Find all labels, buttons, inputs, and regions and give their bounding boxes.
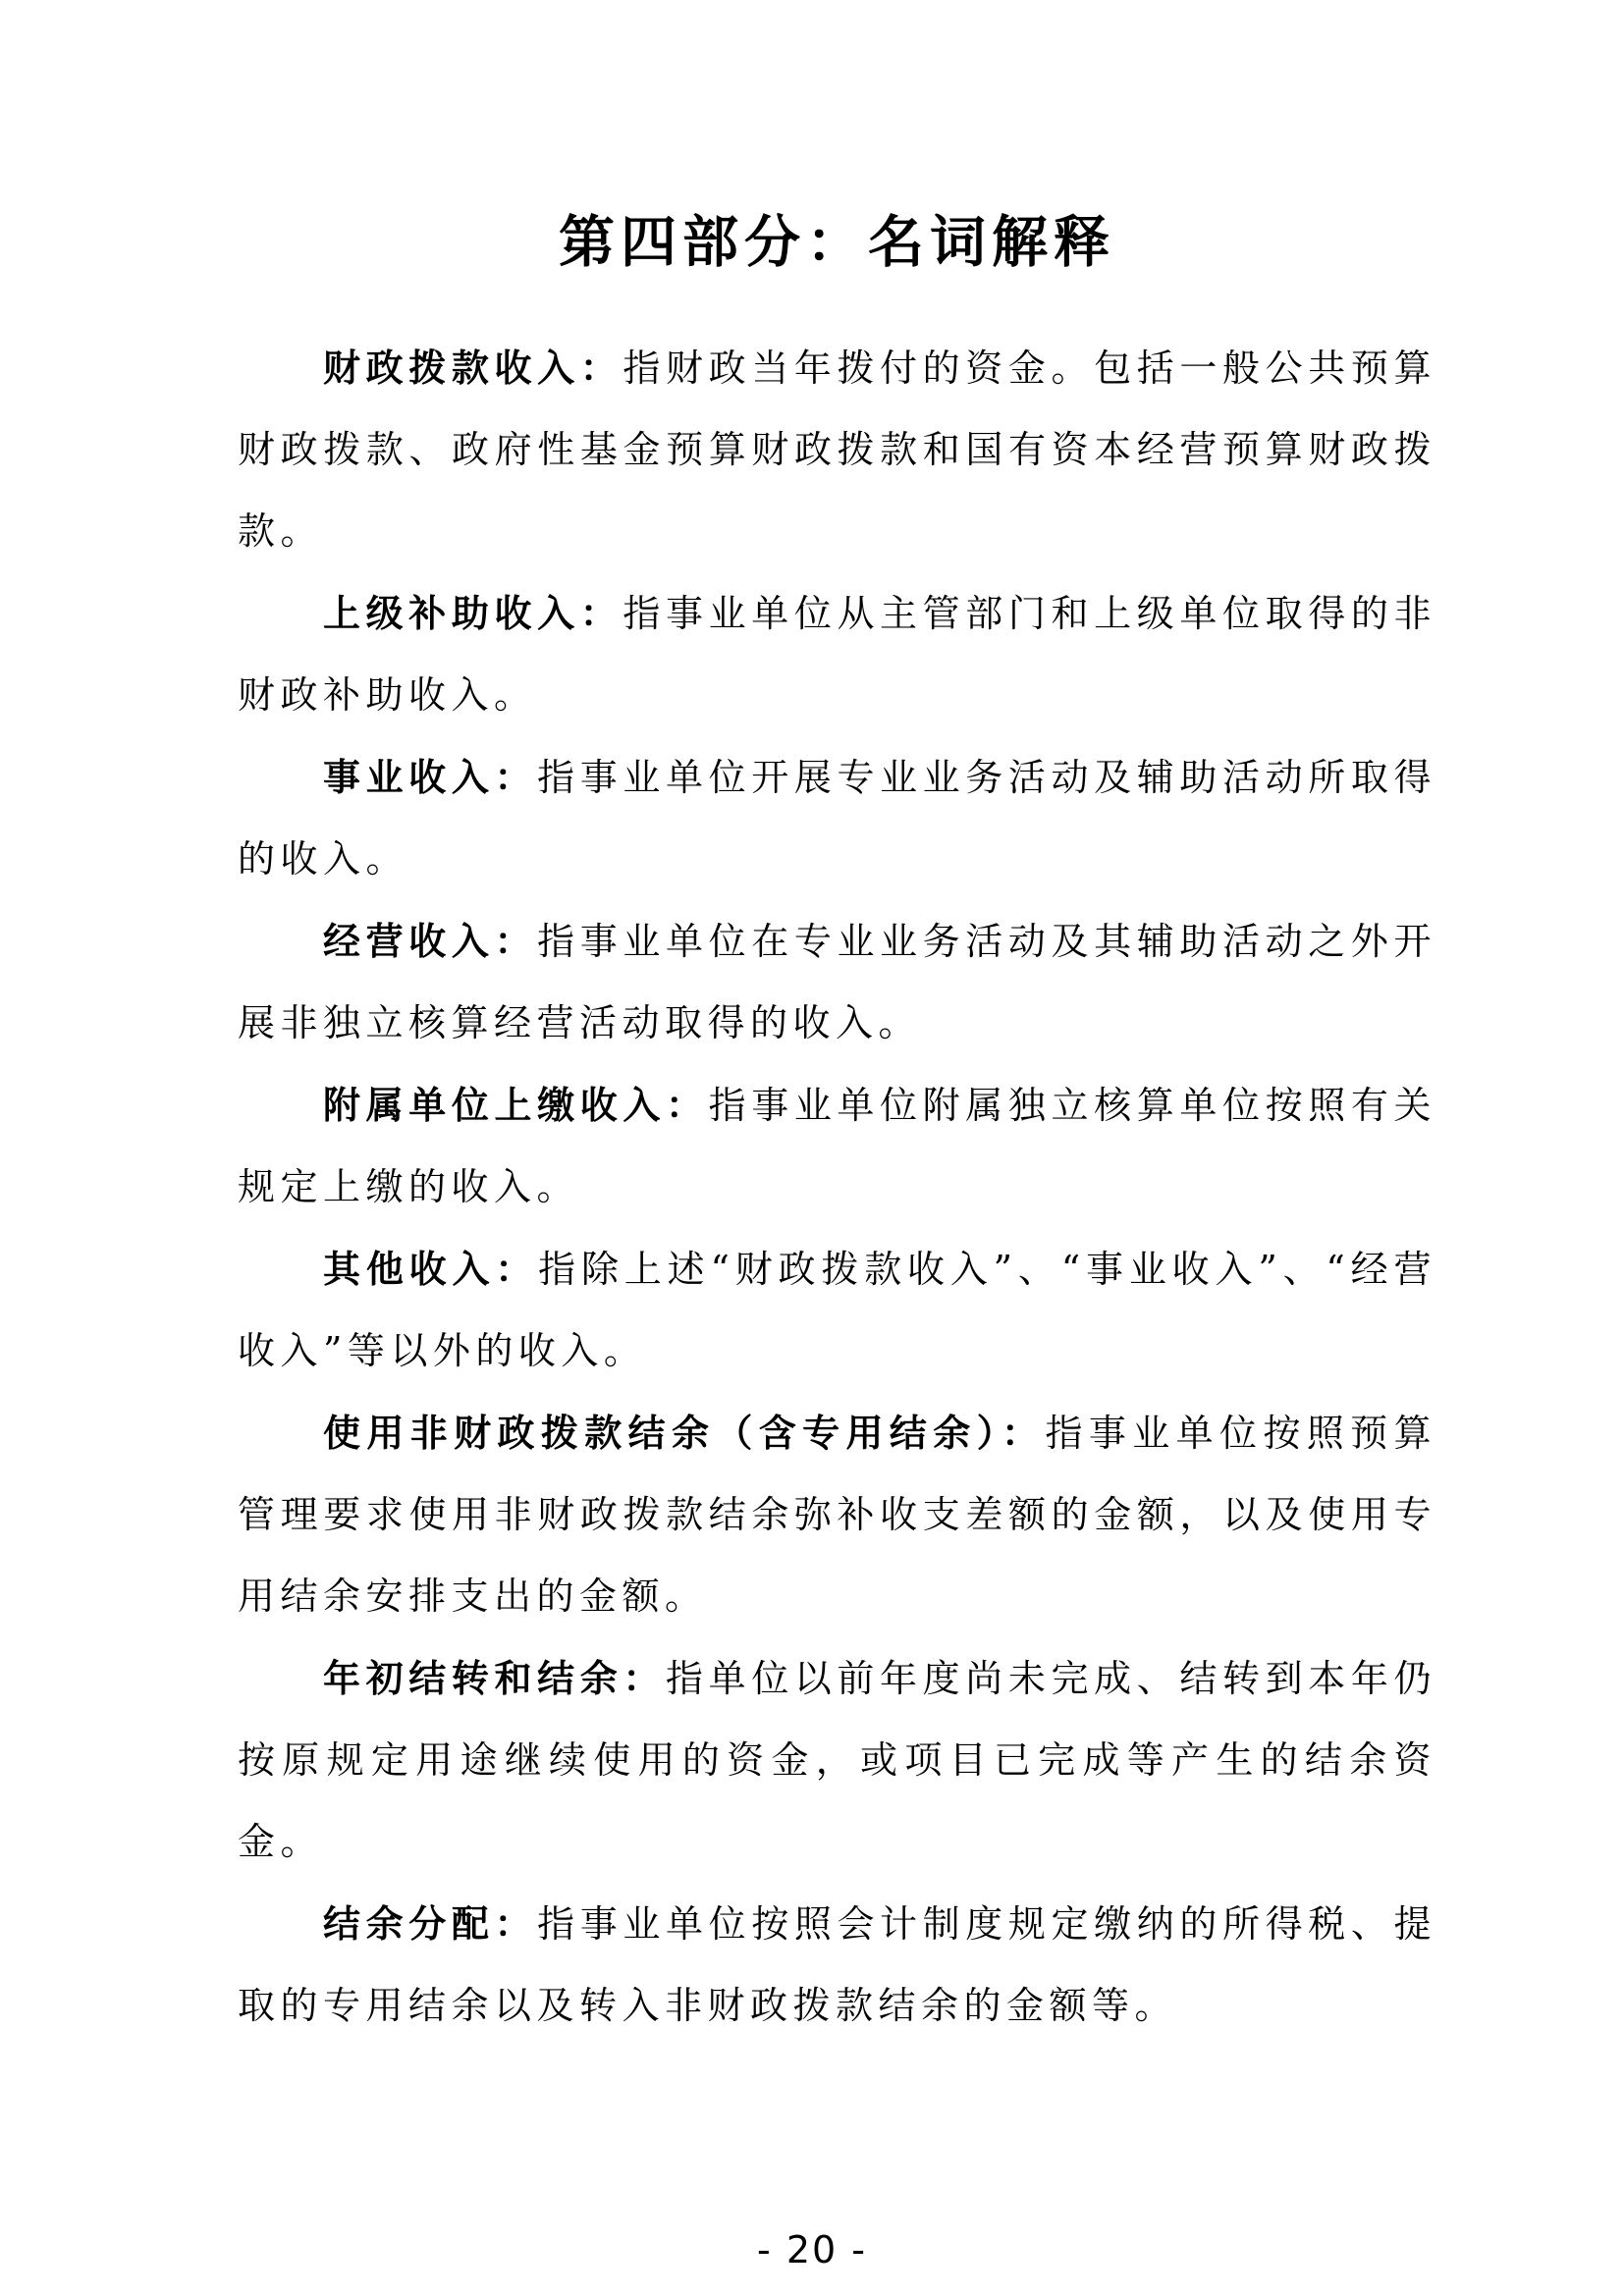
page-number: - 20 - — [757, 2228, 867, 2271]
glossary-definition: 指事业单位在专业业务活动及其辅助活动之外开展非独立核算经营活动取得的收入。 — [238, 920, 1436, 1044]
glossary-term: 年初结转和结余： — [323, 1656, 666, 1700]
glossary-term: 事业收入： — [323, 755, 538, 799]
glossary-entry — [238, 1228, 1436, 1392]
glossary-definition: 指单位以前年度尚未完成、结转到本年仍按原规定用途继续使用的资金，或项目已完成等产生的结余资金。 — [238, 1657, 1436, 1863]
glossary-definition: 指事业单位按照预算管理要求使用非财政拨款结余弥补收支差额的金额，以及使用专用结余安排支出的金额。 — [238, 1412, 1436, 1618]
glossary-definition: 指事业单位按照会计制度规定缴纳的所得税、提取的专用结余以及转入非财政拨款结余的金额等。 — [238, 1902, 1436, 2027]
page-title: 第四部分：名词解释 — [559, 210, 1115, 276]
glossary-definition: 指事业单位开展专业业务活动及辅助活动所取得的收入。 — [238, 756, 1436, 881]
glossary-definition: 指事业单位附属独立核算单位按照有关规定上缴的收入。 — [238, 1084, 1436, 1208]
glossary-definition: 指事业单位从主管部门和上级单位取得的非财政补助收入。 — [238, 592, 1436, 717]
glossary-entry — [238, 1883, 1436, 2047]
glossary-entry — [238, 327, 1436, 572]
glossary-term: 财政拨款收入： — [323, 346, 623, 390]
glossary-term: 结余分配： — [323, 1901, 538, 1946]
glossary-term: 上级补助收入： — [323, 591, 623, 635]
glossary-definition: 指除上述“财政拨款收入”、“事业收入”、“经营收入”等以外的收入。 — [238, 1248, 1436, 1372]
glossary-entry — [238, 572, 1436, 736]
glossary-section — [238, 327, 1436, 2047]
glossary-term: 附属单位上缴收入： — [323, 1083, 709, 1127]
glossary-entry — [238, 1637, 1436, 1883]
glossary-term: 使用非财政拨款结余（含专用结余）： — [323, 1411, 1046, 1455]
glossary-entry — [238, 1392, 1436, 1637]
glossary-entry — [238, 1064, 1436, 1228]
glossary-term: 其他收入： — [323, 1247, 539, 1291]
glossary-definition: 指财政当年拨付的资金。包括一般公共预算财政拨款、政府性基金预算财政拨款和国有资本经营预算财政拨款。 — [238, 347, 1436, 553]
glossary-term: 经营收入： — [323, 919, 538, 963]
glossary-entry — [238, 736, 1436, 900]
glossary-entry — [238, 900, 1436, 1064]
